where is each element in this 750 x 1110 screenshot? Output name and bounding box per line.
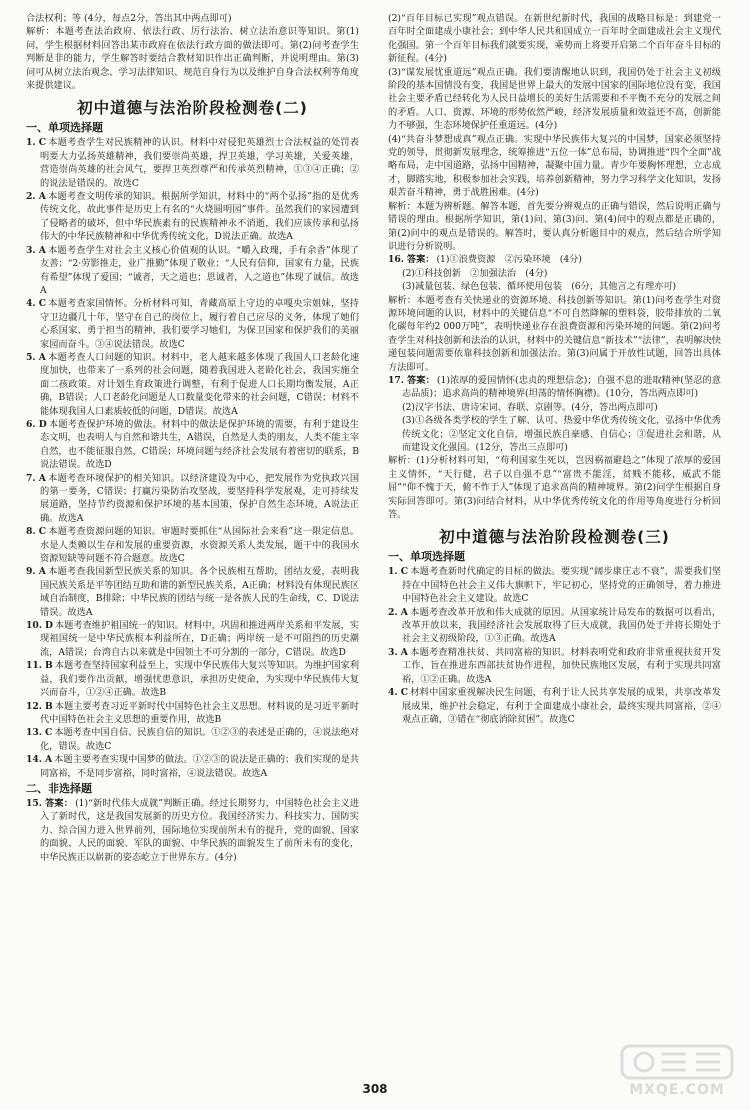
choice-answer-item <box>26 472 359 526</box>
question-17-answer <box>388 374 721 401</box>
answer-letter: D <box>38 418 47 430</box>
answer-explanation: 本题考查人口问题的知识。材料中，老人越来越多体现了我国人口老龄化速度加快，也带来了一系列的社会问题，随着我国进入老龄化社会，我国实施全面二孩政策。对计划生育政策进行调整，有利于促进人口长期均衡发展，A正确，B错误；人口老龄化问题是人口数量变化带来的社会问题，C错误；材料不能体现我国人口素质较低的问题，D错误。故选A <box>40 351 359 417</box>
answer-explanation: 本题考查家国情怀。分析材料可知，青藏高原上守边的卓嘎央宗姐妹，坚持守卫边疆几十年，坚守在自己的岗位上，履行着自己应尽的义务，体现了她们心系国家、勇于担当的精神，我们要学习她们，为保卫国家和保护我们的美丽家园而奋斗。③④说法错误。故选C <box>40 298 359 350</box>
answer-letter: C <box>38 137 47 149</box>
test-title-2: 初中道德与法治阶段检测卷(二) <box>77 99 308 118</box>
choice-answer-item <box>388 565 721 605</box>
choice-answer-item <box>388 606 721 646</box>
right-column <box>388 12 721 1062</box>
choice-answer-item <box>26 700 359 727</box>
q15-part4: (4)“共奋斗梦想成真”观点正确。实现中华民族伟大复兴的中国梦，国家必须坚持党的领导，贯彻新发展理念，统筹推进“五位一体”总布局，协调推进“四个全面”战略布局，走中国道路，弘扬中国精神，凝聚中国力量。青少年要胸怀理想，立志成才，脚踏实地，积极参加社会实践，培养创新精神，努力学习科学文化知识，发扬艰苦奋斗精神，勇于战胜困难。(4分) <box>388 133 721 199</box>
q15-explanation: 解析：本题为辨析题。解答本题，首先要分辨观点的正确与错误，然后说明正确与错误的理由。根据所学知识，第(1)问、第(3)问、第(4)问中的观点都是正确的，第(2)问中的观点是错误的。解答时，要认真分析题目中的观点，然后结合所学知识进行分析说明。 <box>388 200 721 252</box>
answer-explanation: 本题考查资源问题的知识。审题时要抓住“从国际社会来看”这一限定信息。水是人类赖以生存和发展的重要资源，水资源关系人类发展，题干中的我国水资源短缺等问题不符合题意。故选C <box>40 526 359 565</box>
answer-line: (1)①浪费资源 ②污染环境 (4分) <box>436 254 582 266</box>
choice-answer-list <box>388 565 721 726</box>
answer-letter: B <box>44 700 53 712</box>
answer-explanation: 本题考查文明传承的知识。根据所学知识，材料中的“两个弘扬”指的是优秀传统文化，故此事件是历史上有名的“火烧圆明园”事件。虽然我们的家园遭到了侵略者的破坏，但中华民族素有的民族精神永不消逝，我们应该传承和弘扬伟大的中华民族精神和中华优秀传统文化，D说法正确。故选A <box>40 191 359 243</box>
q15-part2: (2)“百年目标已实现”观点错误。在新世纪新时代，我国的战略目标是：到建党一百年时全面建成小康社会；到中华人民共和国成立一百年时全面建成社会主义现代化强国。第一个百年目标我们就要实现，乘势而上将要开启第二个百年奋斗目标的新征程。(4分) <box>388 13 721 65</box>
answer-letter: C <box>38 298 47 310</box>
choice-answer-item <box>388 646 721 686</box>
choice-answer-item <box>26 136 359 190</box>
intro-explanation: 解析：本题考查法治政府、依法行政、厉行法治、树立法治意识等知识。第(1)问，学生根据材料回答出某市政府在依法行政方面的做法即可。第(2)问考查学生判断是非的能力，学生解答时要结合教材知识作出正确判断，并说明理由。第(3)问可从树立法治观念、学习法律知识、规范自身行为以及维护自身合法权利等角度来提供建议。 <box>26 26 359 92</box>
choice-answer-item <box>26 619 359 659</box>
answer-letter: A <box>400 646 408 658</box>
question-number: 4. <box>26 298 36 310</box>
answer-line: (3)减量包装、绿色包装、循环使用包装 (6分，其他言之有理亦可) <box>402 281 677 293</box>
question-number: 16. <box>388 254 404 266</box>
choice-answer-item <box>26 190 359 244</box>
answer-letter: A <box>400 606 408 618</box>
answer-text: (1)“新时代伟大成就”判断正确。经过长期努力，中国特色社会主义进入了新时代，这是我国发展新的历史方位。我国经济实力、科技实力、国防实力、综合国力进入世界前列，国际地位实现前所未有的提升，党的面貌、国家的面貌、人民的面貌、军队的面貌、中华民族的面貌发生了前所未有的变化，中华民族正以崭新的姿态屹立于世界东方。(4分) <box>40 797 359 863</box>
answer-explanation: 本题考查坚持国家利益至上，实现中华民族伟大复兴等知识。为维护国家利益，我们要作出贡献，增强忧患意识，承担历史使命，为实现中华民族伟大复兴而奋斗，①②④正确。故选B <box>40 660 359 699</box>
answer-letter: C <box>38 526 47 538</box>
answer-letter: C <box>44 727 53 739</box>
question-number: 1. <box>26 137 36 149</box>
answer-explanation: 本题考查学生对社会主义核心价值观的认识。“嚼入政瑰，手有余香”体现了友善；“2·劳影推走，业广推勤”体现了敬业；“人民有信仰，国家有力量，民族有希望”体现了爱国；“诚者，天之道也；思诚者，人之道也”体现了诚信。故选A <box>40 244 359 296</box>
choice-answer-item <box>26 726 359 753</box>
question-number: 10. <box>26 620 42 632</box>
question-number: 3. <box>388 646 398 658</box>
choice-answer-item <box>26 244 359 298</box>
question-number: 17. <box>388 374 404 386</box>
answer-letter: A <box>38 566 46 578</box>
q15-part3: (3)“谋发展忧重道远”观点正确。我们要清醒地认识到，我国仍处于社会主义初级阶段的基本国情没有变，我国是世界上最大的发展中国家的国际地位没有变，我国社会主要矛盾已经转化为人民日益增长的美好生活需要和不平衡不充分的发展之间的矛盾。人口、资源、环境的形势依然严峻，经济发展质量和效益还不高，创新能力不够强，生态环境保护任重道远。(4分) <box>388 66 721 132</box>
answer-line: (2)汉字书法、唐诗宋词、春联、京剧等。(4分，答出两点即可) <box>402 401 658 413</box>
section-heading-nonchoice: 二、非选择题 <box>26 781 92 795</box>
choice-answer-item <box>26 565 359 619</box>
question-16-answer <box>388 253 721 266</box>
answer-line: (2)①科技创新 ②加强法治 (4分) <box>402 267 548 279</box>
answer-letter: A <box>38 191 46 203</box>
choice-answer-item <box>26 351 359 418</box>
answer-explanation: 材料中国家重视解决民生问题，有利于让人民共享发展的成果，共享改革发展成果，维护社会稳定，有利于全面建成小康社会，最终实现共同富裕，②④观点正确，③错在“彻底消除贫困”。故选C <box>402 687 721 725</box>
answer-letter: A <box>38 244 46 256</box>
answer-letter: A <box>38 351 46 363</box>
page-number: 308 <box>362 1082 388 1096</box>
answer-label: 答案： <box>407 374 435 386</box>
choice-answer-item <box>388 686 721 726</box>
left-column <box>26 12 359 1062</box>
section-heading-choice: 一、单项选择题 <box>388 550 465 564</box>
answer-explanation: 本题考查维护祖国统一的知识。材料中，巩固和推进两岸关系和平发展，实现祖国统一是中华民族根本利益所在，D正确；两岸统一是不可阻挡的历史潮流，A错误；台湾自古以来就是中国领土不可分割的一部分，C错误。故选D <box>40 620 359 658</box>
choice-answer-item <box>26 525 359 565</box>
answer-explanation: 本题考查精准扶贫、共同富裕的知识。材料表明党和政府非常重视扶贫开发工作，旨在推进东西部扶贫协作进程，加快民族地区发展，有利于实现共同富裕，①②正确。故选A <box>402 646 721 685</box>
answer-letter: C <box>400 566 409 578</box>
watermark-stamp-icon <box>612 1042 742 1082</box>
answer-explanation: 本题考查保护环境的做法。材料中的做法是保护环境的需要，有利于建设生态文明，也表明人与自然和谐共生，A错误，自然是人类的朋友，人类不能主宰自然，也不能征服自然，C错误；环境问题与经济社会发展有着密切的联系，B说法错误。故选D <box>40 418 359 471</box>
choice-answer-item <box>26 297 359 351</box>
question-number: 3. <box>26 244 36 256</box>
answer-letter: D <box>44 620 53 632</box>
watermark-logo <box>612 1042 742 1104</box>
answer-explanation: 本题考查中国自信、民族自信的知识。①②③的表述是正确的，④说法绝对化，错误。故选C <box>40 727 359 752</box>
choice-answer-item <box>26 753 359 780</box>
answer-explanation: 本题考查环境保护的相关知识。以经济建设为中心，把发展作为党执政兴国的第一要务，C错误；打赢污染防治攻坚战，要坚持科学发展观，走可持续发展道路，坚持节约资源和保护环境的基本国策，保护自然生态环境，A说法正确。故选A <box>40 472 359 524</box>
answer-label: 答案： <box>406 254 435 266</box>
question-number: 9. <box>26 566 36 578</box>
answer-explanation: 本题考查学生对民族精神的认识。材料中对侵犯英雄烈士合法权益的处罚表明要大力弘扬英雄精神，我们要崇尚英雄，捍卫英雄，学习英雄，关爱英雄，营造崇尚英雄的社会风气，要捍卫英烈尊严和传承英烈精神，①③④正确；②的说法是错误的。故选C <box>40 137 359 189</box>
question-number: 6. <box>26 418 36 430</box>
choice-answer-list <box>26 136 359 780</box>
q17-explanation: 解析：(1)分析材料可知，“苟利国家生死以，岂因祸福避趋之”体现了浓厚的爱国主义情怀，“天行健，君子以自强不息”“富贵不能淫，贫贱不能移，威武不能屈”“仰不愧于天，俯不怍于人”体现了追求高尚的精神境界。第(2)问学生根据自身实际回答即可。第(3)问结合材料，从中华优秀传统文化的作用等角度进行分析回答。 <box>388 455 721 521</box>
question-number: 15. <box>26 797 42 809</box>
intro-answer-line: 合法权利；等 (4分，每点2分，答出其中两点即可) <box>26 13 232 24</box>
answer-explanation: 本题主要考查习近平新时代中国特色社会主义思想。材料说的是习近平新时代中国特色社会主义思想的重要作用，故选B <box>40 700 359 725</box>
answer-letter: A <box>44 754 53 766</box>
answer-line: (3)①各级各类学校的学生了解、认可、热爱中华优秀传统文化，弘扬中华优秀传统文化；②坚定文化自信，增强民族自豪感、自信心；③促进社会和谐，从而建设文化强国。(12分，答出三点即可) <box>402 415 721 453</box>
answer-explanation: 本题主要考查实现中国梦的做法。①②③的说法是正确的；我们实现的是共同富裕，不是同步富裕，同时富裕，④说法错误。故选A <box>40 754 359 779</box>
question-number: 5. <box>26 351 36 363</box>
answer-explanation: 本题考查我国新型民族关系的知识。各个民族相互帮助，团结友爱，表明我国民族关系是平等团结互助和谐的新型民族关系，A正确；材料没有体现民族区域自治制度，B排除；中华民族的团结与统一是各族人民的生命线，C、D说法错误。故选A <box>40 566 359 618</box>
answer-label: 答案： <box>45 797 74 809</box>
answer-letter: A <box>38 472 46 484</box>
choice-answer-item <box>26 418 359 472</box>
answer-letter: C <box>400 687 409 699</box>
question-15-answer <box>26 797 359 864</box>
question-number: 4. <box>388 687 398 699</box>
question-number: 2. <box>26 191 36 203</box>
question-number: 8. <box>26 526 36 538</box>
question-number: 7. <box>26 472 36 484</box>
question-number: 13. <box>26 727 42 739</box>
answer-explanation: 本题考查改革开放和伟大成就的原因。从国家统计局发布的数据可以看出，改革开放以来，我国经济社会发展取得了巨大成就，我国仍处于并将长期处于社会主义初级阶段，①③正确。故选A <box>402 606 721 645</box>
test-title-3: 初中道德与法治阶段检测卷(三) <box>439 528 670 547</box>
section-heading-choice: 一、单项选择题 <box>26 121 103 135</box>
question-number: 1. <box>388 566 398 578</box>
watermark-url: MXQE.COM <box>629 1082 725 1098</box>
question-number: 11. <box>26 660 42 672</box>
answer-line: (1)浓厚的爱国情怀(忠贞的理想信念)；自强不息的进取精神(坚忍的意志品质)；追求高尚的精神境界(坦荡的情怀胸襟)。(10分，答出两点即可) <box>402 374 721 400</box>
answer-letter: B <box>44 660 53 672</box>
answer-explanation: 本题考查新时代确定的目标的做法。要实现“阔步康庄志不衰”，需要我们坚持在中国特色社会主义伟大旗帜下，牢记初心，坚持党的正确领导，着力推进中国特色社会主义建设。故选C <box>402 566 721 605</box>
question-number: 14. <box>26 754 42 766</box>
question-number: 12. <box>26 700 42 712</box>
question-number: 2. <box>388 606 398 618</box>
choice-answer-item <box>26 659 359 699</box>
q16-explanation: 解析：本题考查有关快递业的资源环境、科技创新等知识。第(1)问考查学生对资源环境问题的认识，材料中的关键信息“不可自然降解的塑料袋，胶带排放的二氧化碳每年约2 000万吨”，表明快递业存在浪费资源和污染环境的问题。第(2)问考查学生对科技创新和法治的认识，材料中的关键信息“新技术”“法律”，表明解决快递包装问题需要依靠科技创新和加强法治。第(3)问属于开放性试题，回答出具体方法即可。 <box>388 294 721 373</box>
